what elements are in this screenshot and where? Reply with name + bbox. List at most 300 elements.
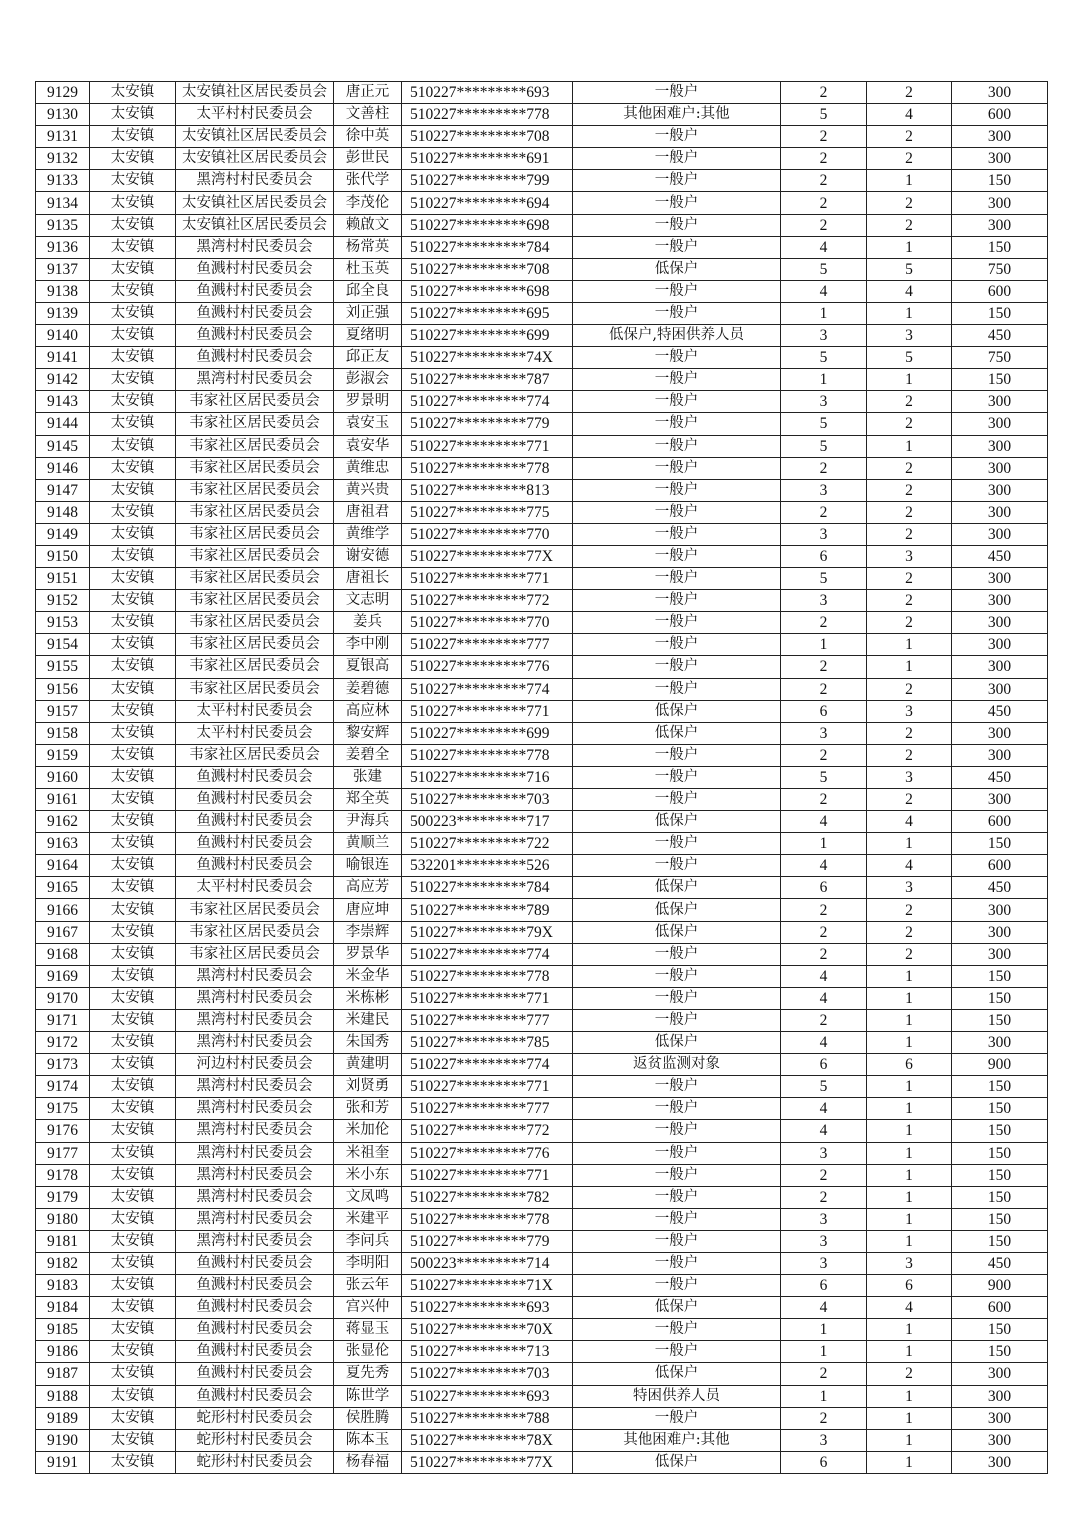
- amount-cell: 300: [952, 1363, 1048, 1385]
- family-size-cell: 1: [781, 833, 867, 855]
- row-number-cell: 9187: [36, 1363, 90, 1385]
- table-row: [36, 899, 1048, 921]
- household-type-cell: 一般户: [573, 545, 781, 567]
- subsidized-count-cell: 2: [867, 1363, 952, 1385]
- subsidized-count-cell: 3: [867, 700, 952, 722]
- household-type-cell: 一般户: [573, 214, 781, 236]
- id-number-cell: 510227*********699: [402, 722, 573, 744]
- family-size-cell: 2: [781, 1407, 867, 1429]
- subsidized-count-cell: 4: [867, 104, 952, 126]
- row-number-cell: 9177: [36, 1142, 90, 1164]
- name-cell: 罗景明: [334, 391, 402, 413]
- table-row: [36, 987, 1048, 1009]
- id-number-cell: 510227*********777: [402, 1009, 573, 1031]
- name-cell: 米金华: [334, 965, 402, 987]
- amount-cell: 450: [952, 1252, 1048, 1274]
- row-number-cell: 9138: [36, 280, 90, 302]
- row-number-cell: 9156: [36, 678, 90, 700]
- household-type-cell: 其他困难户:其他: [573, 1429, 781, 1451]
- amount-cell: 150: [952, 1009, 1048, 1031]
- id-number-cell: 510227*********78X: [402, 1429, 573, 1451]
- id-number-cell: 510227*********776: [402, 656, 573, 678]
- family-size-cell: 5: [781, 435, 867, 457]
- name-cell: 唐正元: [334, 82, 402, 104]
- row-number-cell: 9189: [36, 1407, 90, 1429]
- family-size-cell: 6: [781, 877, 867, 899]
- household-type-cell: 一般户: [573, 766, 781, 788]
- id-number-cell: 510227*********778: [402, 965, 573, 987]
- name-cell: 蒋显玉: [334, 1319, 402, 1341]
- table-row: [36, 523, 1048, 545]
- town-cell: 太安镇: [90, 1385, 176, 1407]
- table-row: [36, 258, 1048, 280]
- household-type-cell: 一般户: [573, 435, 781, 457]
- name-cell: 张代学: [334, 170, 402, 192]
- committee-cell: 太安镇社区居民委员会: [176, 82, 334, 104]
- town-cell: 太安镇: [90, 700, 176, 722]
- subsidized-count-cell: 2: [867, 82, 952, 104]
- committee-cell: 黑湾村村民委员会: [176, 987, 334, 1009]
- row-number-cell: 9179: [36, 1186, 90, 1208]
- household-type-cell: 一般户: [573, 678, 781, 700]
- family-size-cell: 2: [781, 921, 867, 943]
- family-size-cell: 4: [781, 236, 867, 258]
- subsidized-count-cell: 1: [867, 1120, 952, 1142]
- id-number-cell: 510227*********774: [402, 391, 573, 413]
- id-number-cell: 510227*********695: [402, 302, 573, 324]
- amount-cell: 150: [952, 965, 1048, 987]
- row-number-cell: 9143: [36, 391, 90, 413]
- id-number-cell: 510227*********777: [402, 1098, 573, 1120]
- family-size-cell: 5: [781, 413, 867, 435]
- household-type-cell: 一般户: [573, 302, 781, 324]
- committee-cell: 黑湾村村民委员会: [176, 1164, 334, 1186]
- name-cell: 朱国秀: [334, 1032, 402, 1054]
- household-type-cell: 低保户: [573, 1451, 781, 1473]
- subsidized-count-cell: 3: [867, 766, 952, 788]
- family-size-cell: 1: [781, 1385, 867, 1407]
- committee-cell: 韦家社区居民委员会: [176, 612, 334, 634]
- subsidized-count-cell: 1: [867, 302, 952, 324]
- household-type-cell: 一般户: [573, 656, 781, 678]
- name-cell: 徐中英: [334, 126, 402, 148]
- household-type-cell: 一般户: [573, 1009, 781, 1031]
- committee-cell: 太安镇社区居民委员会: [176, 214, 334, 236]
- amount-cell: 300: [952, 1429, 1048, 1451]
- household-type-cell: 一般户: [573, 1275, 781, 1297]
- committee-cell: 黑湾村村民委员会: [176, 1186, 334, 1208]
- subsidized-count-cell: 1: [867, 170, 952, 192]
- household-type-cell: 一般户: [573, 1407, 781, 1429]
- town-cell: 太安镇: [90, 1164, 176, 1186]
- family-size-cell: 2: [781, 789, 867, 811]
- family-size-cell: 2: [781, 1363, 867, 1385]
- household-type-cell: 一般户: [573, 987, 781, 1009]
- table-row: [36, 1120, 1048, 1142]
- row-number-cell: 9145: [36, 435, 90, 457]
- subsidized-count-cell: 3: [867, 877, 952, 899]
- committee-cell: 黑湾村村民委员会: [176, 1098, 334, 1120]
- name-cell: 唐祖君: [334, 501, 402, 523]
- committee-cell: 河边村村民委员会: [176, 1054, 334, 1076]
- name-cell: 米小东: [334, 1164, 402, 1186]
- family-size-cell: 5: [781, 258, 867, 280]
- family-size-cell: 3: [781, 1142, 867, 1164]
- household-type-cell: 低保户: [573, 921, 781, 943]
- id-number-cell: 510227*********782: [402, 1186, 573, 1208]
- id-number-cell: 510227*********785: [402, 1032, 573, 1054]
- id-number-cell: 510227*********779: [402, 1230, 573, 1252]
- household-type-cell: 一般户: [573, 236, 781, 258]
- table-row: [36, 126, 1048, 148]
- town-cell: 太安镇: [90, 104, 176, 126]
- amount-cell: 300: [952, 612, 1048, 634]
- household-type-cell: 一般户: [573, 1252, 781, 1274]
- committee-cell: 韦家社区居民委员会: [176, 590, 334, 612]
- name-cell: 夏先秀: [334, 1363, 402, 1385]
- household-type-cell: 低保户: [573, 1297, 781, 1319]
- row-number-cell: 9182: [36, 1252, 90, 1274]
- amount-cell: 150: [952, 833, 1048, 855]
- row-number-cell: 9140: [36, 325, 90, 347]
- amount-cell: 600: [952, 104, 1048, 126]
- committee-cell: 韦家社区居民委员会: [176, 744, 334, 766]
- household-type-cell: 一般户: [573, 590, 781, 612]
- id-number-cell: 510227*********74X: [402, 347, 573, 369]
- amount-cell: 300: [952, 192, 1048, 214]
- household-type-cell: 特困供养人员: [573, 1385, 781, 1407]
- town-cell: 太安镇: [90, 1076, 176, 1098]
- table-row: [36, 766, 1048, 788]
- name-cell: 黄维忠: [334, 457, 402, 479]
- town-cell: 太安镇: [90, 899, 176, 921]
- id-number-cell: 510227*********778: [402, 1208, 573, 1230]
- name-cell: 米祖奎: [334, 1142, 402, 1164]
- name-cell: 尹海兵: [334, 811, 402, 833]
- amount-cell: 450: [952, 700, 1048, 722]
- committee-cell: 韦家社区居民委员会: [176, 523, 334, 545]
- name-cell: 张云年: [334, 1275, 402, 1297]
- row-number-cell: 9163: [36, 833, 90, 855]
- row-number-cell: 9166: [36, 899, 90, 921]
- amount-cell: 750: [952, 258, 1048, 280]
- amount-cell: 600: [952, 855, 1048, 877]
- amount-cell: 900: [952, 1275, 1048, 1297]
- committee-cell: 黑湾村村民委员会: [176, 170, 334, 192]
- town-cell: 太安镇: [90, 921, 176, 943]
- family-size-cell: 3: [781, 479, 867, 501]
- town-cell: 太安镇: [90, 523, 176, 545]
- name-cell: 宫兴仲: [334, 1297, 402, 1319]
- row-number-cell: 9130: [36, 104, 90, 126]
- row-number-cell: 9136: [36, 236, 90, 258]
- committee-cell: 太平村村民委员会: [176, 104, 334, 126]
- family-size-cell: 4: [781, 987, 867, 1009]
- amount-cell: 150: [952, 1142, 1048, 1164]
- name-cell: 文凤鸣: [334, 1186, 402, 1208]
- family-size-cell: 2: [781, 1164, 867, 1186]
- row-number-cell: 9141: [36, 347, 90, 369]
- table-row: [36, 391, 1048, 413]
- household-type-cell: 一般户: [573, 1098, 781, 1120]
- family-size-cell: 2: [781, 170, 867, 192]
- family-size-cell: 2: [781, 678, 867, 700]
- household-type-cell: 一般户: [573, 1319, 781, 1341]
- name-cell: 唐祖长: [334, 568, 402, 590]
- amount-cell: 150: [952, 1164, 1048, 1186]
- committee-cell: 韦家社区居民委员会: [176, 413, 334, 435]
- table-row: [36, 1098, 1048, 1120]
- row-number-cell: 9133: [36, 170, 90, 192]
- subsidized-count-cell: 1: [867, 1385, 952, 1407]
- town-cell: 太安镇: [90, 1275, 176, 1297]
- household-type-cell: 低保户: [573, 722, 781, 744]
- family-size-cell: 5: [781, 766, 867, 788]
- table-row: [36, 369, 1048, 391]
- amount-cell: 300: [952, 479, 1048, 501]
- table-row: [36, 811, 1048, 833]
- amount-cell: 300: [952, 590, 1048, 612]
- table-row: [36, 833, 1048, 855]
- subsidized-count-cell: 1: [867, 369, 952, 391]
- household-table: [35, 81, 1048, 1474]
- id-number-cell: 510227*********772: [402, 590, 573, 612]
- subsidized-count-cell: 2: [867, 678, 952, 700]
- name-cell: 陈本玉: [334, 1429, 402, 1451]
- amount-cell: 300: [952, 656, 1048, 678]
- subsidized-count-cell: 1: [867, 1142, 952, 1164]
- table-row: [36, 192, 1048, 214]
- household-type-cell: 低保户,特困供养人员: [573, 325, 781, 347]
- family-size-cell: 3: [781, 1230, 867, 1252]
- subsidized-count-cell: 1: [867, 1186, 952, 1208]
- table-row: [36, 612, 1048, 634]
- amount-cell: 300: [952, 634, 1048, 656]
- name-cell: 彭世民: [334, 148, 402, 170]
- name-cell: 侯胜腾: [334, 1407, 402, 1429]
- household-type-cell: 一般户: [573, 82, 781, 104]
- town-cell: 太安镇: [90, 126, 176, 148]
- id-number-cell: 510227*********693: [402, 1297, 573, 1319]
- table-row: [36, 325, 1048, 347]
- household-type-cell: 一般户: [573, 855, 781, 877]
- id-number-cell: 510227*********703: [402, 789, 573, 811]
- committee-cell: 鱼溅村村民委员会: [176, 347, 334, 369]
- name-cell: 彭淑会: [334, 369, 402, 391]
- name-cell: 高应林: [334, 700, 402, 722]
- household-type-cell: 一般户: [573, 369, 781, 391]
- committee-cell: 韦家社区居民委员会: [176, 435, 334, 457]
- subsidized-count-cell: 3: [867, 1252, 952, 1274]
- family-size-cell: 1: [781, 634, 867, 656]
- table-row: [36, 1429, 1048, 1451]
- row-number-cell: 9150: [36, 545, 90, 567]
- family-size-cell: 1: [781, 1319, 867, 1341]
- committee-cell: 黑湾村村民委员会: [176, 1142, 334, 1164]
- subsidized-count-cell: 2: [867, 501, 952, 523]
- name-cell: 邱全良: [334, 280, 402, 302]
- family-size-cell: 2: [781, 1009, 867, 1031]
- town-cell: 太安镇: [90, 148, 176, 170]
- family-size-cell: 2: [781, 126, 867, 148]
- town-cell: 太安镇: [90, 789, 176, 811]
- amount-cell: 300: [952, 1385, 1048, 1407]
- table-row: [36, 1009, 1048, 1031]
- family-size-cell: 5: [781, 1076, 867, 1098]
- family-size-cell: 3: [781, 391, 867, 413]
- town-cell: 太安镇: [90, 1142, 176, 1164]
- name-cell: 黄建明: [334, 1054, 402, 1076]
- row-number-cell: 9170: [36, 987, 90, 1009]
- amount-cell: 300: [952, 82, 1048, 104]
- table-row: [36, 568, 1048, 590]
- subsidized-count-cell: 1: [867, 634, 952, 656]
- id-number-cell: 510227*********716: [402, 766, 573, 788]
- household-type-cell: 一般户: [573, 1142, 781, 1164]
- id-number-cell: 510227*********789: [402, 899, 573, 921]
- family-size-cell: 2: [781, 214, 867, 236]
- household-type-cell: 低保户: [573, 877, 781, 899]
- table-row: [36, 1363, 1048, 1385]
- id-number-cell: 510227*********779: [402, 413, 573, 435]
- name-cell: 夏银高: [334, 656, 402, 678]
- name-cell: 杨常英: [334, 236, 402, 258]
- town-cell: 太安镇: [90, 1230, 176, 1252]
- id-number-cell: 510227*********776: [402, 1142, 573, 1164]
- family-size-cell: 4: [781, 1297, 867, 1319]
- committee-cell: 鱼溅村村民委员会: [176, 302, 334, 324]
- subsidized-count-cell: 2: [867, 943, 952, 965]
- table-row: [36, 943, 1048, 965]
- row-number-cell: 9154: [36, 634, 90, 656]
- subsidized-count-cell: 1: [867, 1208, 952, 1230]
- amount-cell: 600: [952, 1297, 1048, 1319]
- committee-cell: 韦家社区居民委员会: [176, 568, 334, 590]
- household-type-cell: 一般户: [573, 126, 781, 148]
- family-size-cell: 3: [781, 523, 867, 545]
- subsidized-count-cell: 2: [867, 789, 952, 811]
- row-number-cell: 9132: [36, 148, 90, 170]
- name-cell: 李中刚: [334, 634, 402, 656]
- subsidized-count-cell: 1: [867, 1319, 952, 1341]
- subsidized-count-cell: 2: [867, 214, 952, 236]
- name-cell: 杜玉英: [334, 258, 402, 280]
- subsidized-count-cell: 1: [867, 435, 952, 457]
- id-number-cell: 510227*********774: [402, 678, 573, 700]
- amount-cell: 300: [952, 457, 1048, 479]
- row-number-cell: 9159: [36, 744, 90, 766]
- amount-cell: 450: [952, 766, 1048, 788]
- committee-cell: 太安镇社区居民委员会: [176, 148, 334, 170]
- row-number-cell: 9160: [36, 766, 90, 788]
- id-number-cell: 510227*********771: [402, 1076, 573, 1098]
- table-row: [36, 634, 1048, 656]
- family-size-cell: 2: [781, 744, 867, 766]
- committee-cell: 韦家社区居民委员会: [176, 943, 334, 965]
- town-cell: 太安镇: [90, 236, 176, 258]
- town-cell: 太安镇: [90, 347, 176, 369]
- family-size-cell: 4: [781, 280, 867, 302]
- household-type-cell: 一般户: [573, 833, 781, 855]
- id-number-cell: 510227*********71X: [402, 1275, 573, 1297]
- name-cell: 谢安德: [334, 545, 402, 567]
- amount-cell: 300: [952, 214, 1048, 236]
- committee-cell: 黑湾村村民委员会: [176, 369, 334, 391]
- family-size-cell: 4: [781, 1032, 867, 1054]
- committee-cell: 鱼溅村村民委员会: [176, 811, 334, 833]
- committee-cell: 黑湾村村民委员会: [176, 965, 334, 987]
- town-cell: 太安镇: [90, 1032, 176, 1054]
- row-number-cell: 9188: [36, 1385, 90, 1407]
- town-cell: 太安镇: [90, 1120, 176, 1142]
- id-number-cell: 510227*********787: [402, 369, 573, 391]
- town-cell: 太安镇: [90, 1297, 176, 1319]
- name-cell: 唐应坤: [334, 899, 402, 921]
- town-cell: 太安镇: [90, 678, 176, 700]
- subsidized-count-cell: 2: [867, 568, 952, 590]
- subsidized-count-cell: 3: [867, 325, 952, 347]
- family-size-cell: 6: [781, 545, 867, 567]
- table-row: [36, 1275, 1048, 1297]
- town-cell: 太安镇: [90, 435, 176, 457]
- family-size-cell: 1: [781, 1341, 867, 1363]
- subsidized-count-cell: 2: [867, 126, 952, 148]
- town-cell: 太安镇: [90, 258, 176, 280]
- subsidized-count-cell: 2: [867, 192, 952, 214]
- row-number-cell: 9185: [36, 1319, 90, 1341]
- row-number-cell: 9167: [36, 921, 90, 943]
- name-cell: 袁安玉: [334, 413, 402, 435]
- family-size-cell: 4: [781, 1120, 867, 1142]
- town-cell: 太安镇: [90, 855, 176, 877]
- committee-cell: 韦家社区居民委员会: [176, 457, 334, 479]
- amount-cell: 600: [952, 280, 1048, 302]
- family-size-cell: 2: [781, 612, 867, 634]
- household-type-cell: 一般户: [573, 789, 781, 811]
- subsidized-count-cell: 6: [867, 1054, 952, 1076]
- committee-cell: 韦家社区居民委员会: [176, 656, 334, 678]
- committee-cell: 鱼溅村村民委员会: [176, 789, 334, 811]
- family-size-cell: 4: [781, 1098, 867, 1120]
- id-number-cell: 510227*********708: [402, 126, 573, 148]
- table-row: [36, 1142, 1048, 1164]
- name-cell: 米加伦: [334, 1120, 402, 1142]
- family-size-cell: 2: [781, 656, 867, 678]
- name-cell: 李问兵: [334, 1230, 402, 1252]
- amount-cell: 300: [952, 722, 1048, 744]
- household-type-cell: 低保户: [573, 811, 781, 833]
- table-row: [36, 479, 1048, 501]
- subsidized-count-cell: 1: [867, 1429, 952, 1451]
- table-row: [36, 1341, 1048, 1363]
- family-size-cell: 2: [781, 148, 867, 170]
- committee-cell: 黑湾村村民委员会: [176, 1032, 334, 1054]
- amount-cell: 150: [952, 1319, 1048, 1341]
- row-number-cell: 9153: [36, 612, 90, 634]
- table-row: [36, 501, 1048, 523]
- row-number-cell: 9151: [36, 568, 90, 590]
- id-number-cell: 500223*********717: [402, 811, 573, 833]
- table-row: [36, 855, 1048, 877]
- household-type-cell: 低保户: [573, 1032, 781, 1054]
- household-type-cell: 一般户: [573, 1230, 781, 1252]
- row-number-cell: 9155: [36, 656, 90, 678]
- subsidized-count-cell: 4: [867, 811, 952, 833]
- committee-cell: 黑湾村村民委员会: [176, 1009, 334, 1031]
- town-cell: 太安镇: [90, 656, 176, 678]
- id-number-cell: 510227*********77X: [402, 1451, 573, 1473]
- id-number-cell: 510227*********698: [402, 280, 573, 302]
